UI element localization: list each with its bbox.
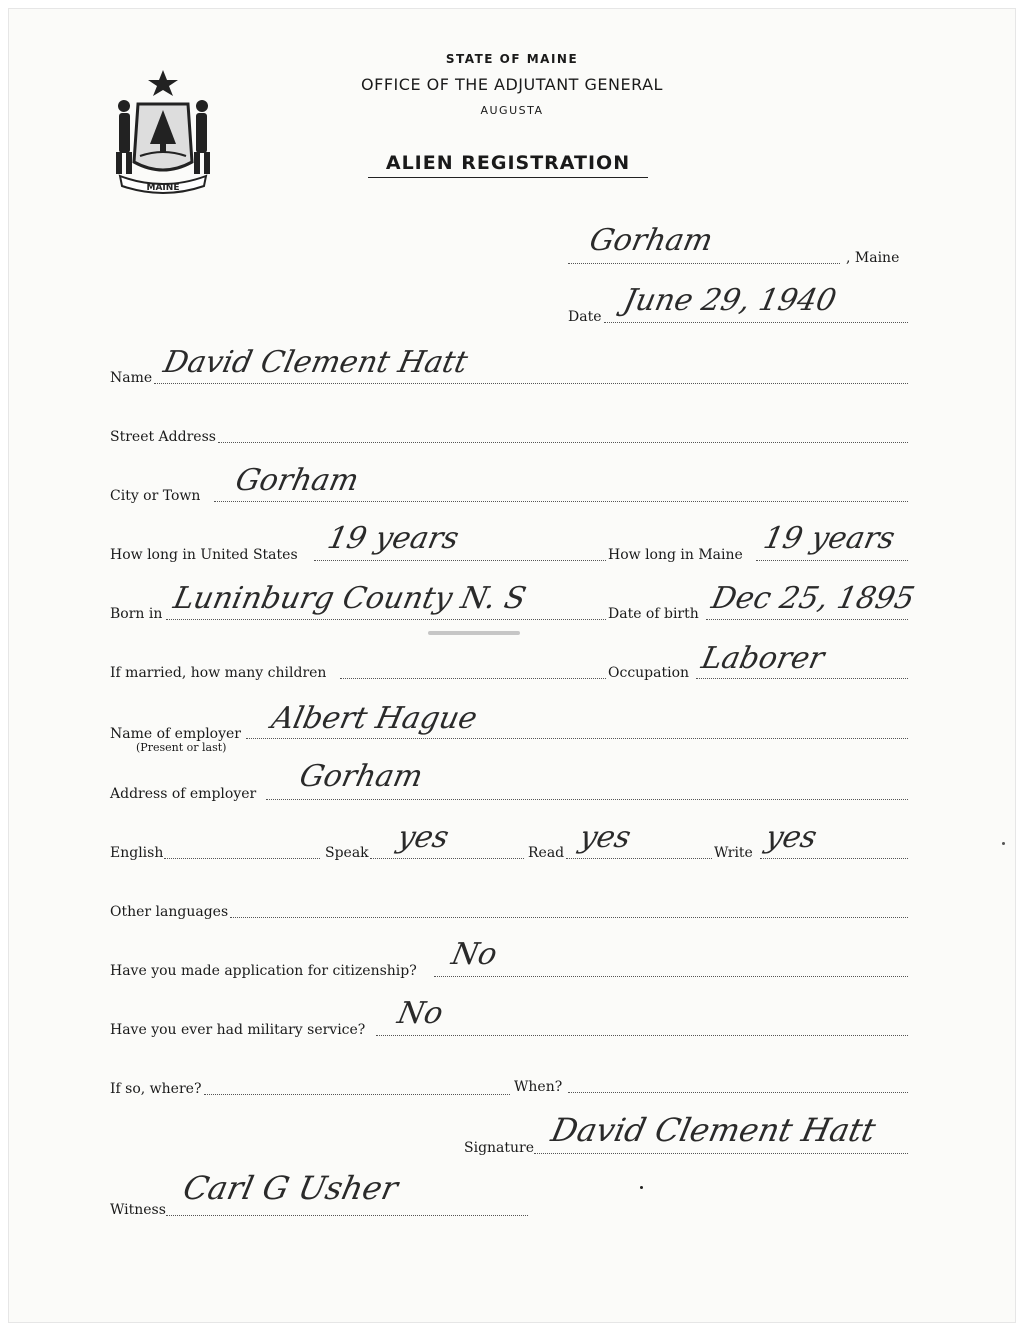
married-children-label: If married, how many children xyxy=(110,665,327,681)
occupation-value: Laborer xyxy=(698,641,828,676)
how-long-us-value: 19 years xyxy=(324,521,462,556)
employer-sub-label: (Present or last) xyxy=(136,741,227,754)
write-label: Write xyxy=(714,845,753,861)
military-service-line xyxy=(376,1035,908,1036)
where-label: If so, where? xyxy=(110,1081,202,1097)
signature-label: Signature xyxy=(464,1140,535,1156)
town-line xyxy=(568,263,840,264)
other-languages-label: Other languages xyxy=(110,904,229,920)
military-service-value: No xyxy=(394,996,447,1031)
form-title: ALIEN REGISTRATION xyxy=(368,152,648,178)
when-label: When? xyxy=(514,1079,563,1095)
date-label: Date xyxy=(568,309,602,325)
name-line xyxy=(154,383,908,384)
born-in-line xyxy=(166,619,606,620)
employer-label: Name of employer xyxy=(110,726,241,742)
other-languages-line xyxy=(230,917,908,918)
employer-value: Albert Hague xyxy=(268,701,481,736)
witness-line xyxy=(166,1215,528,1216)
how-long-maine-line xyxy=(756,560,908,561)
date-of-birth-value: Dec 25, 1895 xyxy=(708,581,918,616)
ink-smudge xyxy=(428,631,520,635)
military-service-label: Have you ever had military service? xyxy=(110,1022,366,1038)
how-long-us-line xyxy=(314,560,606,561)
date-value: June 29, 1940 xyxy=(620,283,840,318)
seal-banner-text: MAINE xyxy=(146,183,180,193)
how-long-maine-label: How long in Maine xyxy=(608,547,743,563)
write-value: yes xyxy=(762,820,820,855)
header-state: STATE OF MAINE xyxy=(445,52,579,66)
city-value: Gorham xyxy=(232,463,362,498)
when-line xyxy=(568,1092,908,1093)
speak-label: Speak xyxy=(325,845,369,861)
ink-dot xyxy=(640,1186,643,1189)
witness-value: Carl G Usher xyxy=(179,1169,402,1207)
citizenship-line xyxy=(434,976,908,977)
header-city: AUGUSTA xyxy=(480,104,544,117)
born-in-value: Luninburg County N. S xyxy=(170,581,530,616)
name-value: David Clement Hatt xyxy=(160,345,471,380)
date-line xyxy=(604,322,908,323)
town-value: Gorham xyxy=(586,223,716,258)
employer-address-line xyxy=(266,799,908,800)
date-of-birth-label: Date of birth xyxy=(608,606,699,622)
occupation-line xyxy=(696,678,908,679)
where-line xyxy=(204,1094,510,1095)
margin-tick xyxy=(1002,842,1005,845)
english-label: English xyxy=(110,845,164,861)
town-suffix-label: , Maine xyxy=(846,250,900,266)
date-of-birth-line xyxy=(706,619,908,620)
read-line xyxy=(566,858,712,859)
english-line xyxy=(164,858,320,859)
witness-label: Witness xyxy=(110,1202,166,1218)
speak-value: yes xyxy=(394,820,452,855)
citizenship-label: Have you made application for citizenship? xyxy=(110,963,417,979)
how-long-maine-value: 19 years xyxy=(760,521,898,556)
name-label: Name xyxy=(110,370,153,386)
employer-address-label: Address of employer xyxy=(110,786,257,802)
header-office: OFFICE OF THE ADJUTANT GENERAL xyxy=(361,75,663,94)
read-value: yes xyxy=(576,820,634,855)
occupation-label: Occupation xyxy=(608,665,690,681)
citizenship-value: No xyxy=(448,937,501,972)
write-line xyxy=(760,858,908,859)
born-in-label: Born in xyxy=(110,606,163,622)
married-children-line xyxy=(340,678,606,679)
signature-value: David Clement Hatt xyxy=(547,1111,880,1149)
how-long-us-label: How long in United States xyxy=(110,547,298,563)
signature-line xyxy=(534,1153,908,1154)
speak-line xyxy=(370,858,524,859)
read-label: Read xyxy=(528,845,565,861)
street-address-line xyxy=(218,442,908,443)
street-address-label: Street Address xyxy=(110,429,216,445)
employer-address-value: Gorham xyxy=(296,759,426,794)
city-line xyxy=(214,501,908,502)
employer-line xyxy=(246,738,908,739)
city-label: City or Town xyxy=(110,488,201,504)
